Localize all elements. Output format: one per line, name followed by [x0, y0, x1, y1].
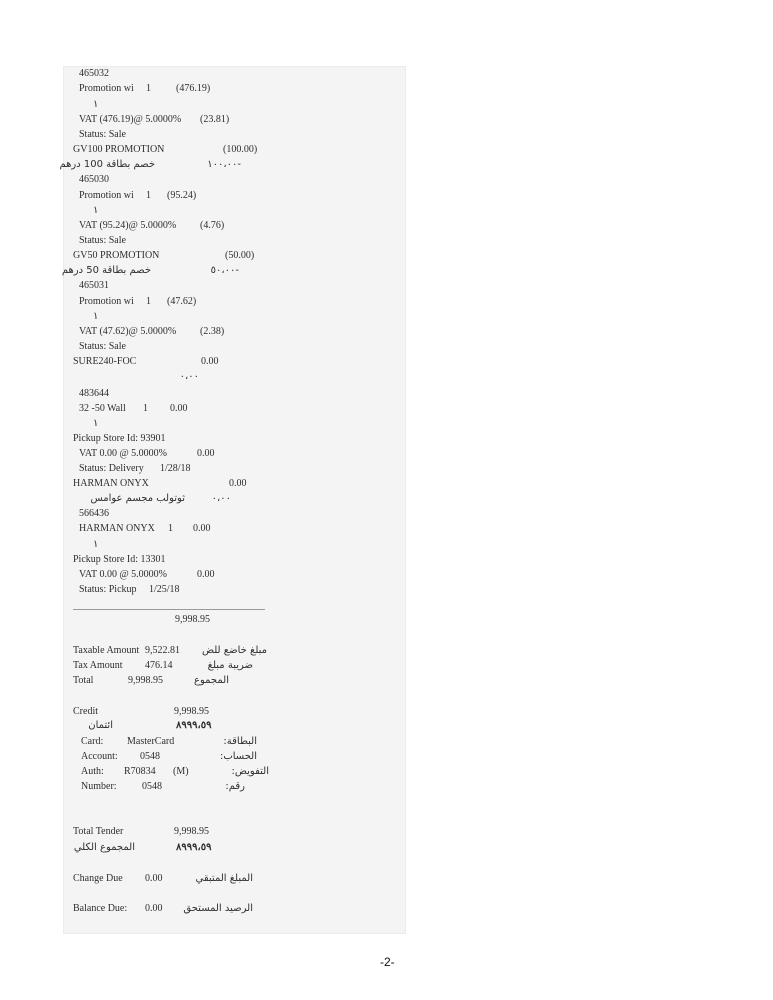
tax-amount-value: 476.14	[145, 660, 173, 671]
number-arabic: رقم:	[225, 781, 245, 792]
balance-due-value: 0.00	[145, 903, 163, 914]
item-code: 465032	[79, 68, 109, 79]
balance-due-label: Balance Due:	[73, 903, 128, 914]
item-description: Promotion wi	[79, 83, 134, 94]
arabic-amount: ٠،٠٠	[211, 493, 231, 504]
arabic-quantity: ١	[93, 205, 99, 216]
vat-amount: (2.38)	[200, 326, 225, 337]
item-quantity: 1	[168, 523, 173, 534]
promotion-arabic-amount: -٥٠،٠٠	[210, 265, 239, 276]
item-code: 566436	[79, 508, 109, 519]
item-title: SURE240-FOC	[73, 356, 137, 367]
payment-method: Credit	[73, 706, 98, 717]
number-label: Number:	[81, 781, 117, 792]
total-tender-arabic: المجموع الكلي	[73, 842, 135, 853]
item-code: 465031	[79, 280, 109, 291]
payment-method-arabic: ائتمان	[88, 720, 113, 731]
item-amount: 0.00	[229, 478, 247, 489]
status-line: Status: Sale	[79, 341, 126, 352]
total-tender-label: Total Tender	[73, 826, 124, 837]
arabic-quantity: ١	[93, 539, 99, 550]
payment-amount: 9,998.95	[174, 706, 209, 717]
vat-amount: (4.76)	[200, 220, 225, 231]
item-quantity: 1	[146, 190, 151, 201]
promotion-amount: (50.00)	[225, 250, 255, 261]
total-value: 9,998.95	[128, 675, 163, 686]
item-quantity: 1	[143, 403, 148, 414]
promotion-title: GV50 PROMOTION	[73, 250, 160, 261]
pickup-store: Pickup Store Id: 93901	[73, 433, 166, 444]
promotion-arabic-amount: -١٠٠،٠٠	[207, 159, 241, 170]
vat-line: VAT 0.00 @ 5.0000%	[79, 448, 168, 459]
item-amount: (47.62)	[167, 296, 197, 307]
status-line: Status: Pickup	[79, 584, 137, 595]
promotion-arabic: خصم بطاقة 50 درهم	[61, 265, 151, 276]
item-description: Promotion wi	[79, 190, 134, 201]
vat-line: VAT (47.62)@ 5.0000%	[79, 326, 177, 337]
taxable-amount-value: 9,522.81	[145, 645, 180, 656]
number-value: 0548	[142, 781, 162, 792]
card-arabic: البطاقة:	[223, 736, 257, 747]
receipt	[59, 66, 406, 934]
promotion-amount: (100.00)	[223, 144, 258, 155]
change-due-arabic: المبلغ المتبقي	[195, 873, 253, 884]
arabic-description: ثوتولب مجسم عوامس	[90, 493, 185, 504]
vat-amount: 0.00	[197, 448, 215, 459]
taxable-amount-label: Taxable Amount	[73, 645, 140, 656]
promotion-arabic: خصم بطاقة 100 درهم	[59, 159, 155, 170]
total-arabic: المجموع	[194, 675, 229, 686]
account-arabic: الحساب:	[219, 751, 257, 762]
item-quantity: 1	[146, 83, 151, 94]
payment-amount-arabic: ٨٩٩٩،٥٩	[176, 720, 212, 731]
item-code: 483644	[79, 388, 109, 399]
auth-arabic: التفويض:	[231, 766, 269, 777]
status-date: 1/28/18	[160, 463, 191, 474]
vat-amount: 0.00	[197, 569, 215, 580]
balance-due-arabic: الرصيد المستحق	[183, 903, 253, 914]
item-amount: (476.19)	[176, 83, 211, 94]
item-amount: 0.00	[201, 356, 219, 367]
total-label: Total	[73, 675, 94, 686]
account-value: 0548	[140, 751, 160, 762]
taxable-amount-arabic: مبلغ خاضع للض	[201, 645, 267, 656]
auth-mode: (M)	[173, 766, 189, 777]
vat-line: VAT (95.24)@ 5.0000%	[79, 220, 177, 231]
divider-line	[73, 609, 265, 610]
card-value: MasterCard	[127, 736, 175, 747]
vat-amount: (23.81)	[200, 114, 230, 125]
change-due-value: 0.00	[145, 873, 163, 884]
auth-label: Auth:	[81, 766, 104, 777]
vat-line: VAT 0.00 @ 5.0000%	[79, 569, 168, 580]
item-quantity: 1	[146, 296, 151, 307]
change-due-label: Change Due	[73, 873, 123, 884]
total-tender-arabic-value: ٨٩٩٩،٥٩	[176, 842, 212, 853]
status-line: Status: Sale	[79, 235, 126, 246]
total-tender-value: 9,998.95	[174, 826, 209, 837]
item-amount: 0.00	[170, 403, 188, 414]
page-number: -2-	[380, 955, 395, 969]
item-title: HARMAN ONYX	[73, 478, 149, 489]
item-code: 465030	[79, 174, 109, 185]
arabic-amount: ٠،٠٠	[179, 371, 199, 382]
tax-amount-arabic: ضريبة مبلغ	[207, 660, 253, 671]
auth-value: R70834	[124, 766, 156, 777]
arabic-quantity: ١	[93, 311, 99, 322]
item-amount: (95.24)	[167, 190, 197, 201]
pickup-store: Pickup Store Id: 13301	[73, 554, 166, 565]
promotion-title: GV100 PROMOTION	[73, 144, 165, 155]
vat-line: VAT (476.19)@ 5.0000%	[79, 114, 182, 125]
item-description: Promotion wi	[79, 296, 134, 307]
account-label: Account:	[81, 751, 118, 762]
item-description: 32 -50 Wall	[79, 403, 126, 414]
arabic-quantity: ١	[93, 418, 99, 429]
status-line: Status: Sale	[79, 129, 126, 140]
card-label: Card:	[81, 736, 104, 747]
arabic-quantity: ١	[93, 99, 99, 110]
item-amount: 0.00	[193, 523, 211, 534]
status-line: Status: Delivery	[79, 463, 144, 474]
subtotal: 9,998.95	[175, 614, 210, 625]
item-description: HARMAN ONYX	[79, 523, 155, 534]
status-date: 1/25/18	[149, 584, 180, 595]
tax-amount-label: Tax Amount	[73, 660, 123, 671]
